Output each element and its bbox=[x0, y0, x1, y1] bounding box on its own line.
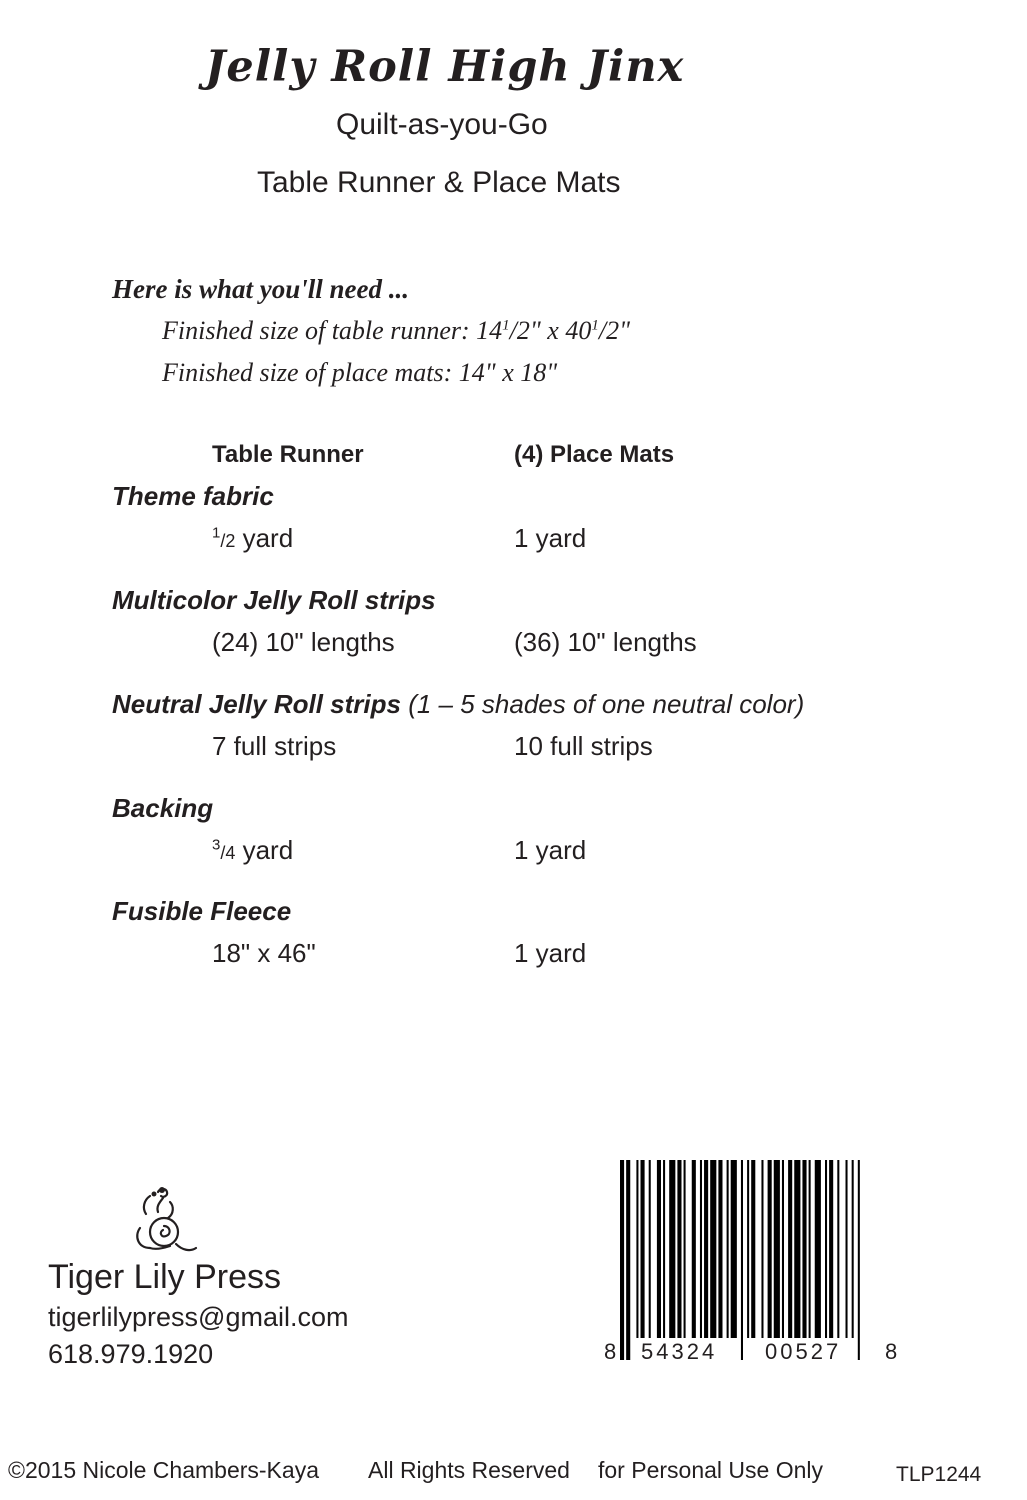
theme-frac-den: /2 bbox=[220, 531, 236, 551]
barcode-bar bbox=[704, 1160, 708, 1338]
barcode-bar bbox=[761, 1160, 763, 1338]
barcode-bar bbox=[657, 1160, 661, 1338]
theme-unit: yard bbox=[235, 523, 294, 553]
subtitle-technique: Quilt-as-you-Go bbox=[336, 108, 548, 141]
barcode-bar bbox=[741, 1160, 743, 1360]
barcode-bar bbox=[774, 1160, 780, 1338]
runner-frac-num-2: 1 bbox=[591, 317, 599, 334]
barcode-digit-last: 8 bbox=[885, 1339, 901, 1364]
theme-fabric-mats-amount: 1 yard bbox=[514, 523, 587, 553]
runner-size-mid: " x 40 bbox=[529, 316, 592, 345]
barcode-bar bbox=[731, 1160, 737, 1338]
product-sku: TLP1244 bbox=[896, 1463, 982, 1486]
theme-frac-num: 1 bbox=[212, 524, 221, 542]
neutral-runner-amount: 7 full strips bbox=[212, 731, 337, 761]
barcode-bar bbox=[692, 1160, 696, 1338]
theme-fabric-runner-amount bbox=[212, 523, 293, 554]
backing-mats-amount: 1 yard bbox=[514, 835, 587, 865]
barcode-bar bbox=[802, 1160, 806, 1338]
category-backing: Backing bbox=[112, 793, 214, 823]
barcode-bar bbox=[782, 1160, 784, 1338]
barcode-group-left: 54324 bbox=[641, 1339, 718, 1364]
barcode-bar bbox=[641, 1160, 645, 1338]
barcode-bar bbox=[794, 1160, 800, 1338]
runner-size-prefix: Finished size of table runner: 14 bbox=[162, 316, 503, 345]
barcode-bar bbox=[837, 1160, 839, 1338]
barcode-bar bbox=[684, 1160, 686, 1338]
barcode-bar bbox=[727, 1160, 729, 1338]
subtitle-projects: Table Runner & Place Mats bbox=[257, 166, 621, 199]
runner-size-end: " bbox=[619, 316, 630, 345]
barcode-bar bbox=[636, 1160, 638, 1338]
tiger-lily-logo-icon bbox=[130, 1186, 200, 1258]
backing-frac-num: 3 bbox=[212, 836, 221, 854]
multicolor-runner-amount: (24) 10" lengths bbox=[212, 627, 395, 657]
runner-finished-size bbox=[162, 316, 630, 346]
backing-frac-den: /4 bbox=[220, 843, 236, 863]
barcode-bar bbox=[751, 1160, 755, 1338]
barcode-bar bbox=[858, 1160, 860, 1360]
personal-use-notice: for Personal Use Only bbox=[598, 1457, 823, 1483]
rights-notice: All Rights Reserved bbox=[368, 1457, 570, 1483]
category-neutral-strips bbox=[112, 689, 804, 720]
runner-frac-num-1: 1 bbox=[502, 317, 510, 334]
barcode-bar bbox=[718, 1160, 722, 1338]
pattern-title: Jelly Roll High Jinx bbox=[205, 42, 685, 92]
barcode-bar bbox=[815, 1160, 821, 1338]
copyright-notice: ©2015 Nicole Chambers-Kaya bbox=[8, 1457, 319, 1483]
barcode-bar bbox=[846, 1160, 848, 1338]
mats-finished-size: Finished size of place mats: 14" x 18" bbox=[162, 358, 558, 387]
column-heading-place-mats: (4) Place Mats bbox=[514, 441, 675, 468]
publisher-email: tigerlilypress@gmail.com bbox=[48, 1302, 349, 1332]
column-heading-table-runner: Table Runner bbox=[212, 441, 364, 468]
barcode-bar bbox=[710, 1160, 716, 1338]
barcode-bar bbox=[825, 1160, 827, 1338]
barcode-bar bbox=[669, 1160, 675, 1338]
barcode-group-right: 00527 bbox=[765, 1339, 842, 1364]
barcode-bar bbox=[700, 1160, 702, 1338]
neutral-mats-amount: 10 full strips bbox=[514, 731, 653, 761]
multicolor-mats-amount: (36) 10" lengths bbox=[514, 627, 697, 657]
backing-runner-amount bbox=[212, 835, 293, 866]
neutral-category-label: Neutral Jelly Roll strips bbox=[112, 689, 401, 719]
barcode-digit-first: 8 bbox=[604, 1339, 620, 1364]
barcode-bar bbox=[788, 1160, 792, 1338]
barcode-bar bbox=[626, 1160, 630, 1360]
barcode-bar bbox=[677, 1160, 681, 1338]
barcode-bar bbox=[649, 1160, 651, 1338]
runner-frac-den-2: /2 bbox=[598, 316, 620, 345]
category-theme-fabric: Theme fabric bbox=[112, 481, 274, 511]
publisher-phone: 618.979.1920 bbox=[48, 1339, 214, 1369]
barcode-bar bbox=[852, 1160, 854, 1338]
neutral-category-note: (1 – 5 shades of one neutral color) bbox=[400, 689, 805, 719]
category-multicolor-strips: Multicolor Jelly Roll strips bbox=[112, 585, 436, 615]
barcode-bar bbox=[829, 1160, 833, 1338]
barcode-bar bbox=[809, 1160, 811, 1338]
barcode-bar bbox=[620, 1160, 624, 1360]
fleece-mats-amount: 1 yard bbox=[514, 938, 587, 968]
barcode-bar bbox=[747, 1160, 749, 1338]
barcode-bar bbox=[768, 1160, 772, 1338]
barcode-bar bbox=[663, 1160, 665, 1338]
fleece-runner-amount: 18" x 46" bbox=[212, 938, 316, 968]
publisher-name: Tiger Lily Press bbox=[48, 1258, 282, 1296]
category-fusible-fleece: Fusible Fleece bbox=[112, 896, 292, 926]
needs-heading: Here is what you'll need ... bbox=[112, 274, 409, 304]
runner-frac-den-1: /2 bbox=[509, 316, 530, 345]
upc-barcode bbox=[620, 1160, 882, 1360]
backing-unit: yard bbox=[235, 835, 294, 865]
